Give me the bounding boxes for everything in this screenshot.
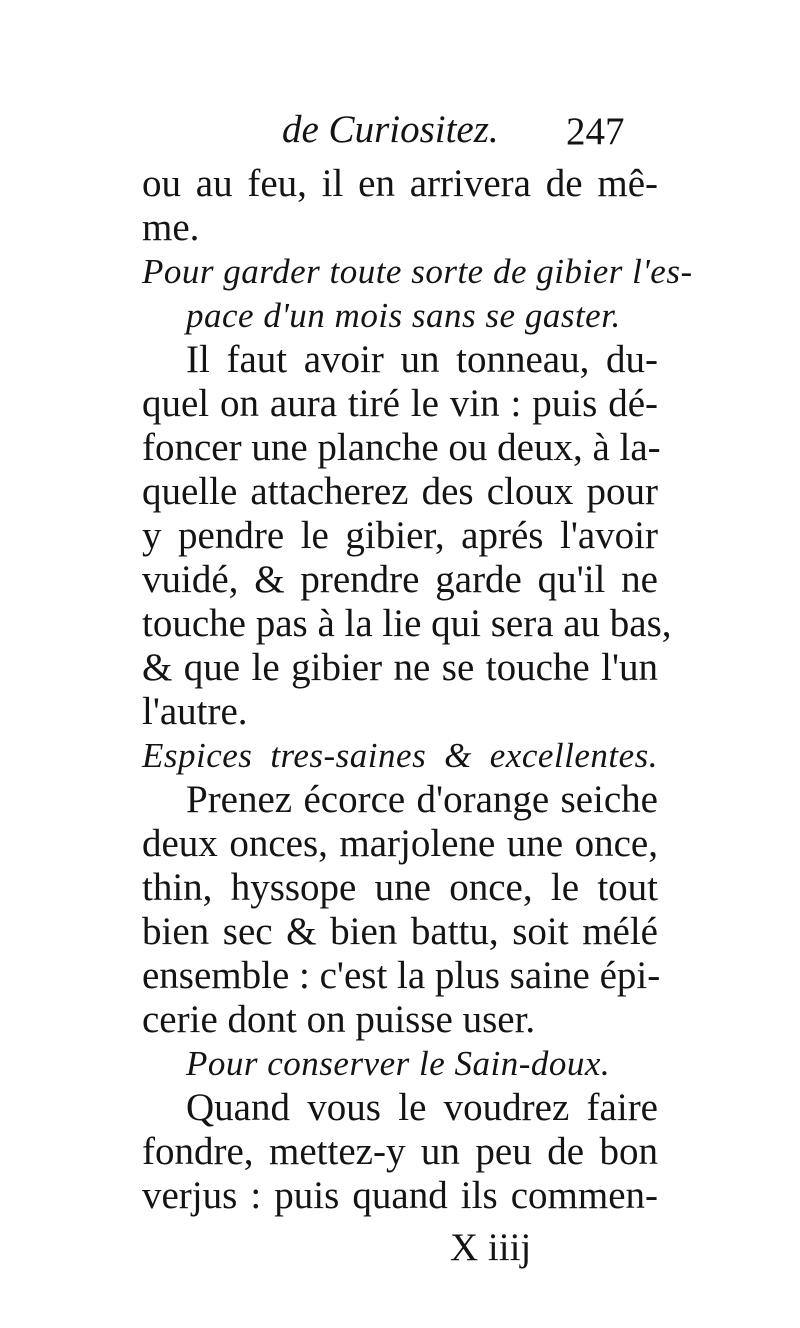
text-line: deux onces, marjolene une once,	[142, 822, 658, 865]
text-line: l'autre.	[142, 690, 248, 733]
text-line: Prenez écorce d'orange seiche	[186, 778, 658, 821]
running-title: de Curiositez.	[282, 108, 499, 151]
section-heading: Pour garder toute sorte de gibier l'es-	[142, 252, 693, 291]
text-line: fondre, mettez-y un peu de bon	[142, 1130, 658, 1173]
section-heading: pace d'un mois sans se gaster.	[186, 296, 621, 335]
text-line: quel on aura tiré le vin : puis dé-	[142, 382, 658, 425]
text-line: touche pas à la lie qui sera au bas,	[142, 602, 672, 645]
text-line: me.	[142, 206, 200, 249]
section-heading: Pour conserver le Sain-doux.	[186, 1044, 611, 1083]
text-line: y pendre le gibier, aprés l'avoir	[142, 514, 658, 557]
text-line: quelle attacherez des cloux pour	[142, 470, 658, 513]
text-line: verjus : puis quand ils commen-	[142, 1174, 658, 1217]
page-number: 247	[566, 110, 625, 153]
text-line: ou au feu, il en arrivera de mê-	[142, 162, 658, 205]
text-line: Il faut avoir un tonneau, du-	[186, 338, 658, 381]
text-line: foncer une planche ou deux, à la-	[142, 426, 661, 469]
section-heading: Espices tres-saines & excellentes.	[142, 736, 658, 775]
text-line: Quand vous le voudrez faire	[186, 1086, 658, 1129]
text-line: bien sec & bien battu, soit mélé	[142, 910, 658, 953]
text-line: thin, hyssope une once, le tout	[142, 866, 658, 909]
text-line: vuidé, & prendre garde qu'il ne	[142, 558, 658, 601]
text-line: cerie dont on puisse user.	[142, 998, 536, 1041]
text-line: & que le gibier ne se touche l'un	[142, 646, 658, 689]
signature-mark: X iiij	[450, 1226, 532, 1269]
text-line: ensemble : c'est la plus saine épi-	[142, 954, 661, 997]
